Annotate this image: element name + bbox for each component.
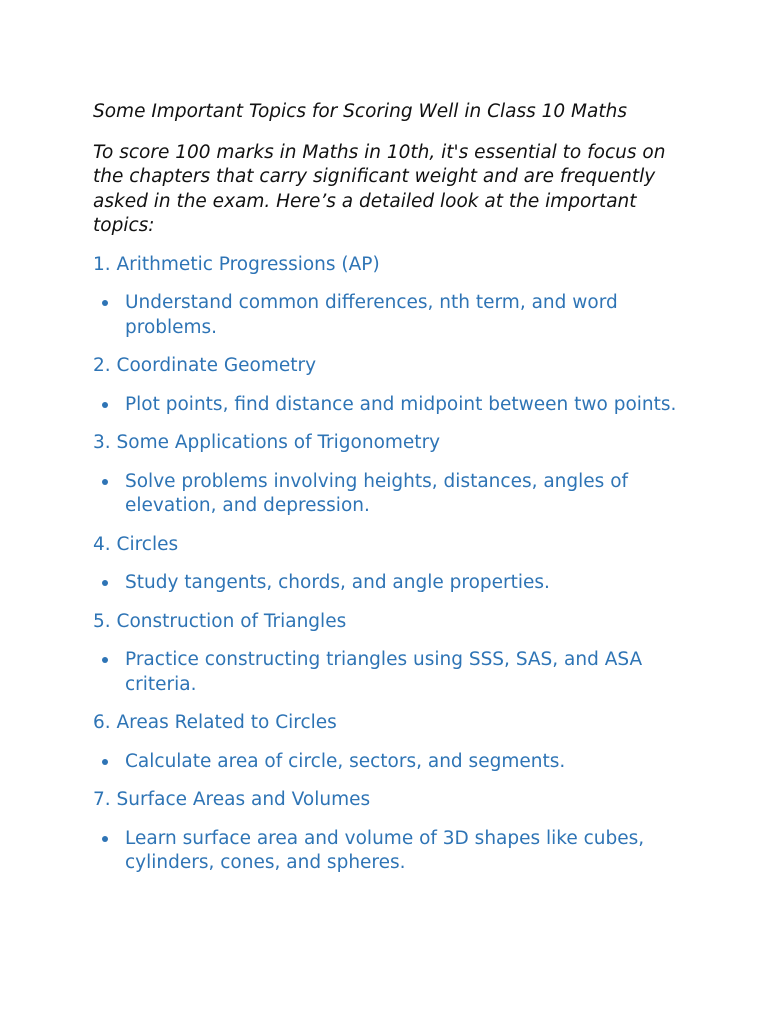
bullet-dot-icon xyxy=(102,402,108,408)
topic-bullet-text: Calculate area of circle, sectors, and segments. xyxy=(125,750,566,772)
topic-bullet xyxy=(93,648,678,697)
topic-item xyxy=(93,354,678,417)
topic-item xyxy=(93,431,678,519)
topic-bullet-list xyxy=(93,291,678,340)
topic-bullet xyxy=(93,393,678,418)
bullet-dot-icon xyxy=(102,836,108,842)
topic-heading: 7. Surface Areas and Volumes xyxy=(93,789,371,810)
topic-bullet xyxy=(93,470,678,519)
bullet-dot-icon xyxy=(102,300,108,306)
topic-item xyxy=(93,533,678,596)
topic-bullet xyxy=(93,571,678,596)
topic-bullet xyxy=(93,291,678,340)
topic-item xyxy=(93,788,678,876)
topic-bullet-list xyxy=(93,470,678,519)
topic-bullet-text: Practice constructing triangles using SSS, SAS, and ASA criteria. xyxy=(125,649,643,695)
bullet-dot-icon xyxy=(102,657,108,663)
topic-bullet-text: Plot points, find distance and midpoint between two points. xyxy=(125,393,677,415)
topic-bullet-text: Learn surface area and volume of 3D shapes like cubes, cylinders, cones, and spheres. xyxy=(125,827,645,873)
topic-heading: 2. Coordinate Geometry xyxy=(93,355,317,376)
topic-item xyxy=(93,610,678,698)
bullet-dot-icon xyxy=(102,580,108,586)
topic-item xyxy=(93,253,678,341)
topic-bullet-text: Study tangents, chords, and angle properties. xyxy=(125,572,550,593)
topic-bullet-list xyxy=(93,393,678,418)
bullet-dot-icon xyxy=(102,479,108,485)
topics-list xyxy=(93,253,678,876)
topic-bullet-list xyxy=(93,648,678,697)
topic-heading: 6. Areas Related to Circles xyxy=(93,712,337,733)
topic-heading: 4. Circles xyxy=(93,533,179,555)
topic-bullet xyxy=(93,827,678,876)
topic-bullet-text: Solve problems involving heights, distances, angles of elevation, and depression. xyxy=(125,470,629,516)
topic-heading: 1. Arithmetic Progressions (AP) xyxy=(93,253,380,275)
topic-bullet-text: Understand common differences, nth term, and word problems. xyxy=(125,292,618,338)
topic-heading: 3. Some Applications of Trigonometry xyxy=(93,432,441,453)
bullet-dot-icon xyxy=(102,759,108,765)
topic-bullet-list xyxy=(93,827,678,876)
document-page xyxy=(93,100,678,890)
topic-bullet-list xyxy=(93,750,678,775)
topic-bullet xyxy=(93,750,678,775)
topic-item xyxy=(93,711,678,774)
document-title: Some Important Topics for Scoring Well in Class 10 Maths xyxy=(93,101,627,122)
intro-paragraph: To score 100 marks in Maths in 10th, it's essential to focus on the chapters that carry significant weight and are frequently asked in the exam. Here’s a detailed look at the important topics: xyxy=(93,141,666,236)
topic-bullet-list xyxy=(93,571,678,596)
topic-heading: 5. Construction of Triangles xyxy=(93,610,347,632)
